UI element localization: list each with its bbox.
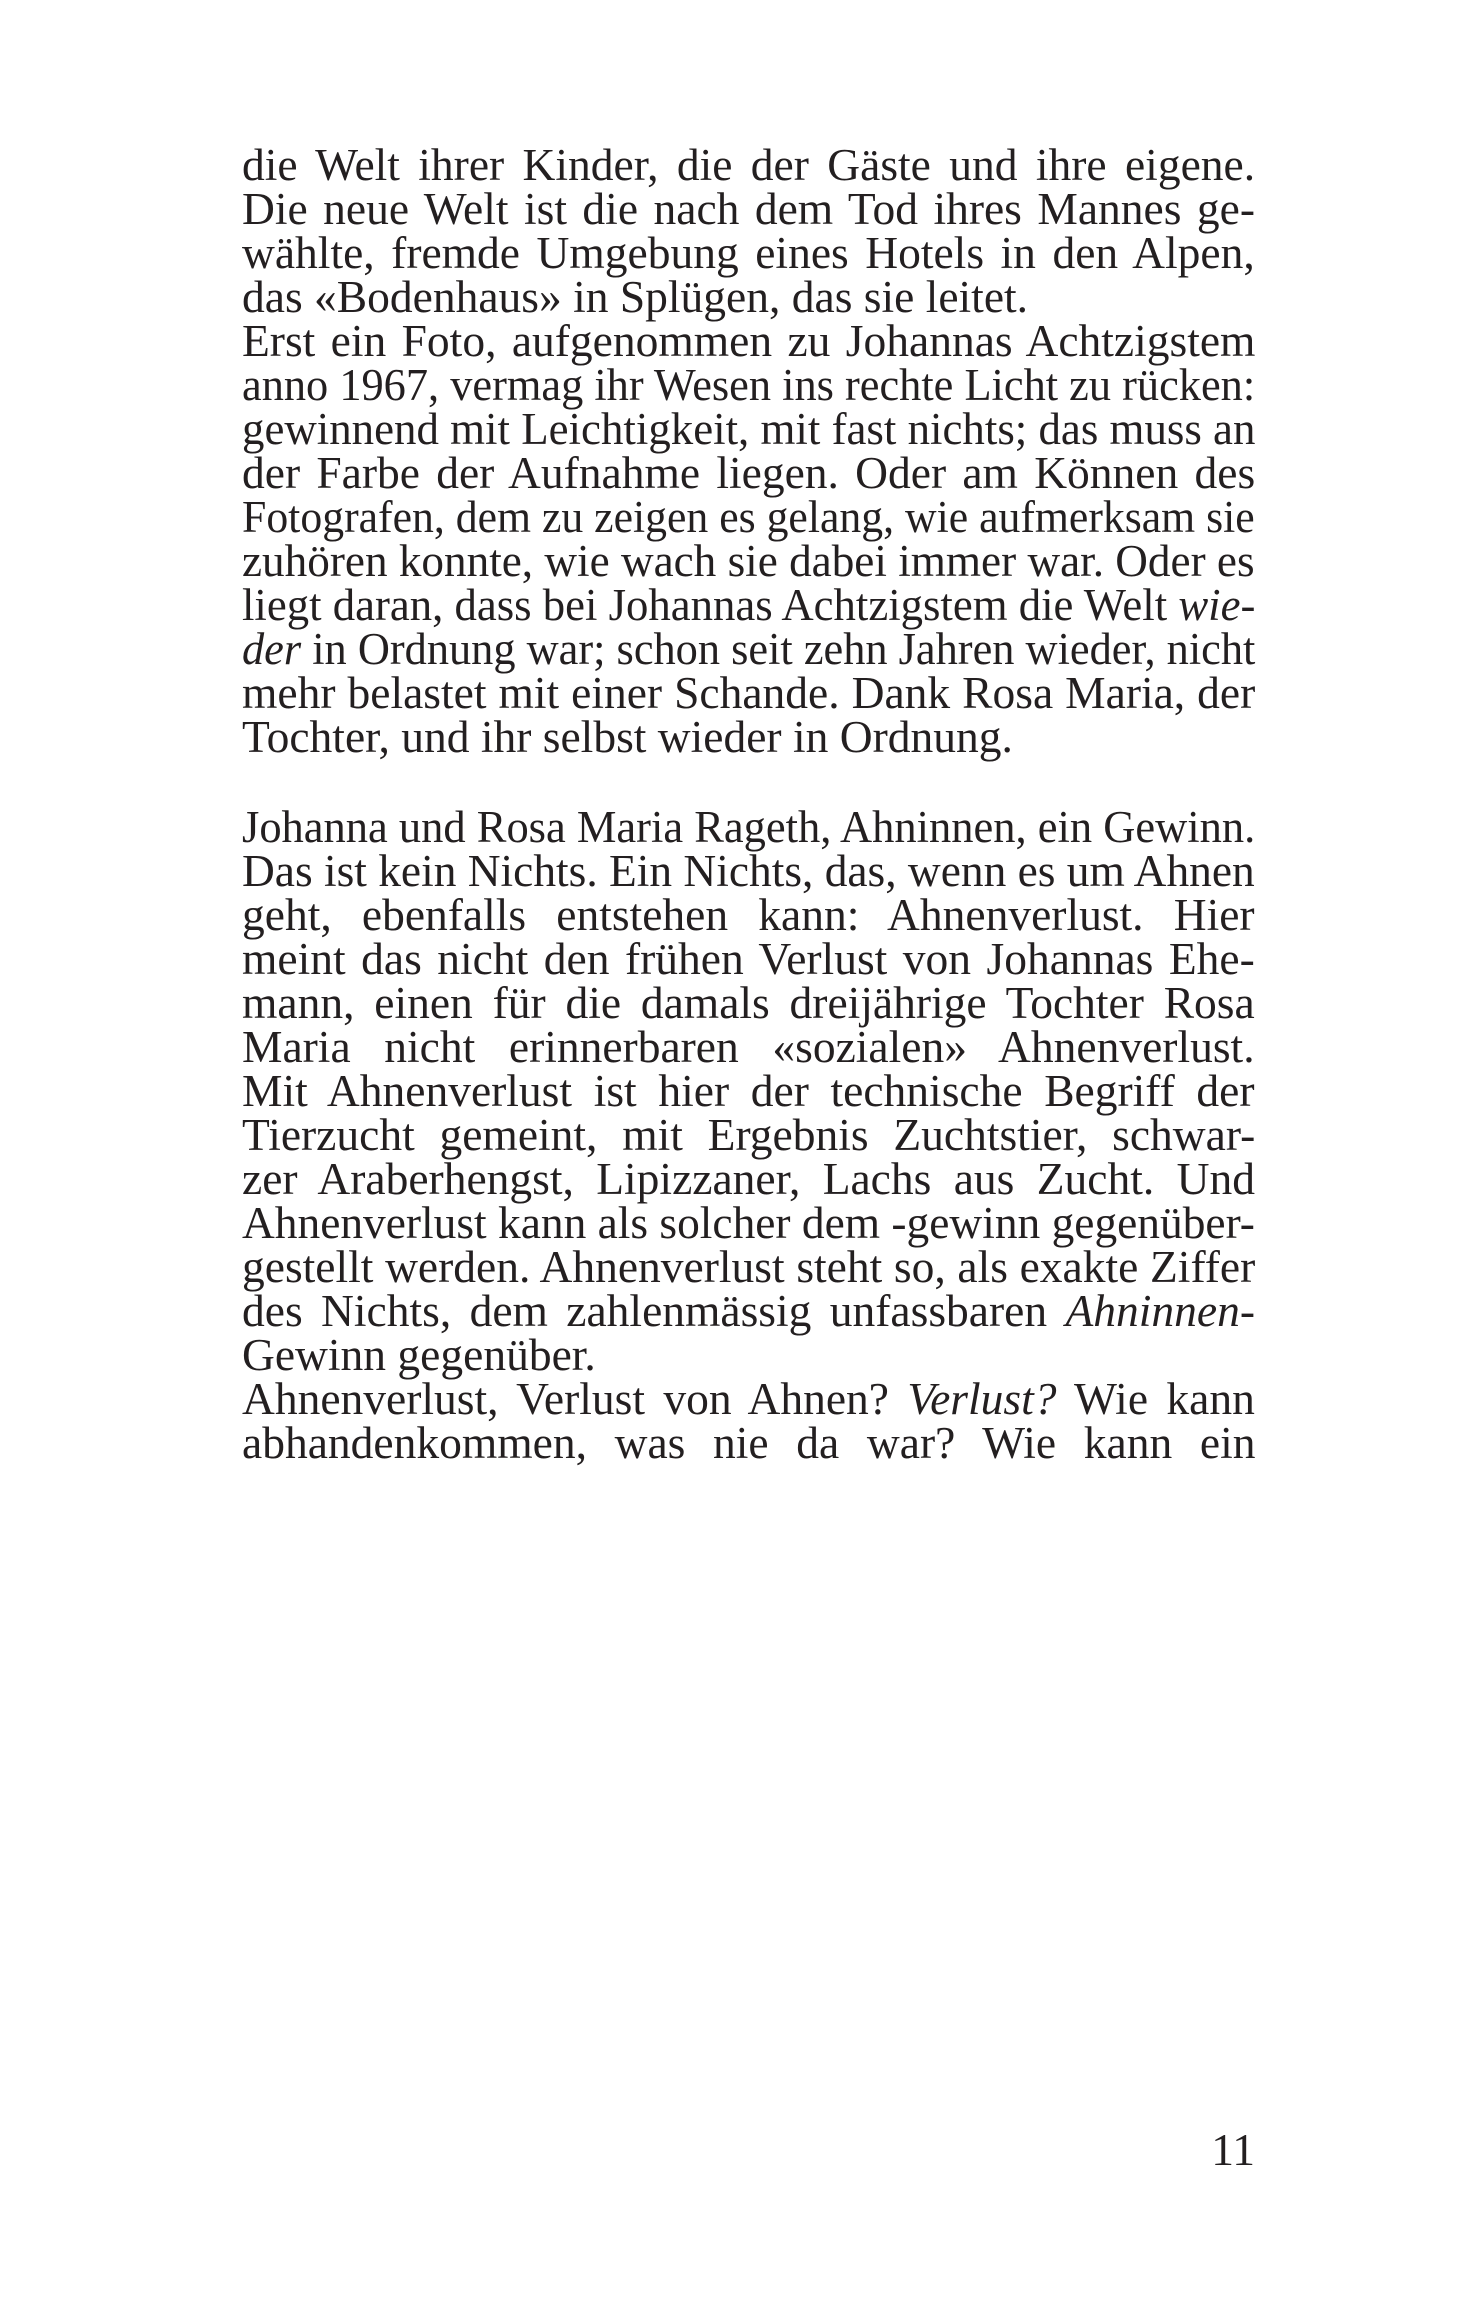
text-line: Tierzucht gemeint, mit Ergebnis Zuchtstier, schwar- <box>242 1109 1256 1160</box>
text-line: wählte, fremde Umgebung eines Hotels in den Alpen, <box>242 227 1255 278</box>
text-line: gestellt werden. Ahnenverlust steht so, als exakte Ziffer <box>242 1241 1256 1292</box>
text-line: der Farbe der Aufnahme liegen. Oder am Können des <box>242 447 1256 498</box>
text-line: liegt daran, dass bei Johannas Achtzigstem die Welt wie- <box>242 579 1256 630</box>
text-line: Tochter, und ihr selbst wieder in Ordnung. <box>242 711 1013 762</box>
text-line: Die neue Welt ist die nach dem Tod ihres Mannes ge- <box>242 183 1255 234</box>
text-line: abhandenkommen, was nie da war? Wie kann ein <box>242 1417 1256 1468</box>
text-line: der in Ordnung war; schon seit zehn Jahren wieder, nicht <box>242 623 1256 674</box>
text-line: Johanna und Rosa Maria Rageth, Ahninnen, ein Gewinn. <box>242 801 1256 852</box>
text-line: Gewinn gegenüber. <box>242 1329 596 1380</box>
text-line: Ahnenverlust kann als solcher dem -gewinn gegenüber- <box>242 1197 1255 1248</box>
italic-word: Verlust? <box>907 1373 1057 1424</box>
text-line: geht, ebenfalls entstehen kann: Ahnenverlust. Hier <box>242 889 1255 940</box>
text-line: Das ist kein Nichts. Ein Nichts, das, wenn es um Ahnen <box>242 845 1255 896</box>
text-line: zuhören konnte, wie wach sie dabei immer war. Oder es <box>242 535 1255 586</box>
text-line: die Welt ihrer Kinder, die der Gäste und ihre eigene. <box>242 139 1256 190</box>
text-line: mann, einen für die damals dreijährige Tochter Rosa <box>242 977 1255 1028</box>
text-line: Maria nicht erinnerbaren «sozialen» Ahnenverlust. <box>242 1021 1255 1072</box>
text-line: anno 1967, vermag ihr Wesen ins rechte Licht zu rücken: <box>242 359 1256 410</box>
text-line: das «Bodenhaus» in Splügen, das sie leitet. <box>242 271 1029 322</box>
text-line: mehr belastet mit einer Schande. Dank Rosa Maria, der <box>242 667 1256 718</box>
text-line: gewinnend mit Leichtigkeit, mit fast nichts; das muss an <box>242 403 1256 454</box>
text-line: Mit Ahnenverlust ist hier der technische Begriff der <box>242 1065 1255 1116</box>
italic-word: wie- <box>1178 579 1256 630</box>
italic-word: der <box>242 623 302 674</box>
text-line: Fotografen, dem zu zeigen es gelang, wie aufmerksam sie <box>242 491 1255 542</box>
italic-word: Ahninnen- <box>1065 1285 1255 1336</box>
text-line: Erst ein Foto, aufgenommen zu Johannas Achtzigstem <box>242 315 1256 366</box>
text-line: zer Araberhengst, Lipizzaner, Lachs aus Zucht. Und <box>242 1153 1255 1204</box>
page-number: 11 <box>1211 2124 1255 2175</box>
text-line: des Nichts, dem zahlenmässig unfassbaren Ahninnen- <box>242 1285 1255 1336</box>
text-line: Ahnenverlust, Verlust von Ahnen? Verlust? Wie kann <box>242 1373 1255 1424</box>
text-line: meint das nicht den frühen Verlust von Johannas Ehe- <box>242 933 1255 984</box>
